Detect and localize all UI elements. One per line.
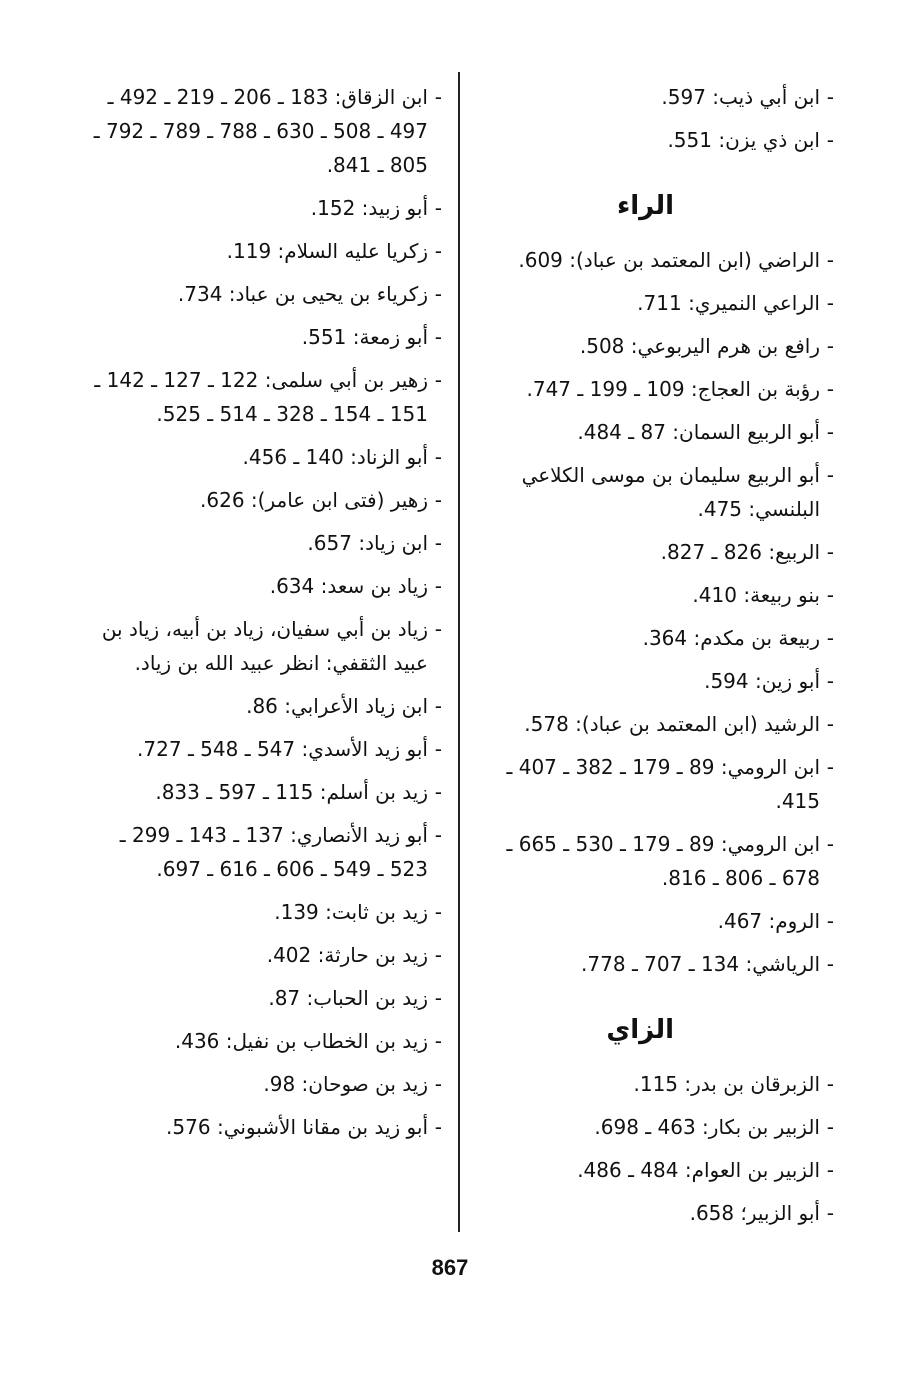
index-entry [478, 827, 834, 895]
index-entry [478, 458, 834, 526]
index-entry [80, 895, 442, 929]
entry-text: أبو زيد بن مقانا الأشبوني: 576. [166, 1115, 428, 1139]
index-entry [478, 1196, 834, 1230]
entry-text: زيد بن ثابت: 139. [274, 900, 428, 924]
index-entry [80, 277, 442, 311]
entry-text: زيد بن صوحان: 98. [263, 1072, 428, 1096]
ra-entries [478, 243, 834, 981]
entry-text: أبو زين: 594. [704, 669, 820, 693]
entry-dash: - [826, 909, 834, 933]
index-entry [478, 329, 834, 363]
index-entry [478, 286, 834, 320]
column-divider [458, 72, 460, 1232]
index-entry [478, 947, 834, 981]
entry-dash: - [434, 1072, 442, 1096]
index-entry [478, 243, 834, 277]
entry-dash: - [826, 85, 834, 109]
entry-text: ربيعة بن مكدم: 364. [642, 626, 820, 650]
entry-dash: - [434, 986, 442, 1010]
entry-dash: - [826, 463, 834, 487]
entry-dash: - [434, 617, 442, 641]
entry-dash: - [434, 694, 442, 718]
entry-dash: - [434, 780, 442, 804]
entry-text: الراضي (ابن المعتمد بن عباد): 609. [518, 248, 820, 272]
index-entry [80, 569, 442, 603]
entry-dash: - [434, 368, 442, 392]
entry-dash: - [434, 900, 442, 924]
entry-text: أبو الربيع سليمان بن موسى الكلاعي البلنسي: 475. [521, 463, 820, 521]
entry-text: ابن الرومي: 89 ـ 179 ـ 382 ـ 407 ـ 415. [506, 755, 820, 813]
entry-text: زيد بن الحباب: 87. [268, 986, 428, 1010]
entry-dash: - [826, 420, 834, 444]
index-entry [478, 750, 834, 818]
entry-text: زهير (فتى ابن عامر): 626. [200, 488, 428, 512]
entry-text: بنو ربيعة: 410. [692, 583, 820, 607]
index-entry [478, 415, 834, 449]
entry-dash: - [434, 488, 442, 512]
entry-dash: - [434, 196, 442, 220]
index-entry [80, 440, 442, 474]
index-entry [478, 1067, 834, 1101]
entry-dash: - [434, 574, 442, 598]
entry-text: أبو الربيع السمان: 87 ـ 484. [577, 420, 820, 444]
index-entry [80, 938, 442, 972]
entry-text: الروم: 467. [717, 909, 820, 933]
entry-text: زياد بن سعد: 634. [269, 574, 428, 598]
entry-dash: - [434, 445, 442, 469]
entry-dash: - [434, 531, 442, 555]
index-entry [80, 732, 442, 766]
entry-dash: - [826, 1115, 834, 1139]
entry-dash: - [826, 377, 834, 401]
section-heading-ra: الراء [616, 191, 674, 221]
index-entry [80, 363, 442, 431]
index-entry [478, 123, 834, 157]
entry-dash: - [826, 832, 834, 856]
entry-text: أبو زمعة: 551. [301, 325, 428, 349]
entry-dash: - [826, 1201, 834, 1225]
index-entry [80, 818, 442, 886]
entry-dash: - [826, 583, 834, 607]
entry-text: الزبير بن العوام: 484 ـ 486. [577, 1158, 820, 1182]
entry-dash: - [826, 712, 834, 736]
entry-dash: - [434, 737, 442, 761]
entry-text: الرشيد (ابن المعتمد بن عباد): 578. [524, 712, 820, 736]
entry-text: ابن زياد الأعرابي: 86. [246, 694, 428, 718]
entry-dash: - [434, 1029, 442, 1053]
section-heading-zay: الزاي [606, 1015, 674, 1045]
entry-dash: - [826, 128, 834, 152]
left-column [80, 80, 442, 1153]
entry-text: الزبير بن بكار: 463 ـ 698. [594, 1115, 820, 1139]
entry-dash: - [826, 952, 834, 976]
entry-text: أبو زيد الأسدي: 547 ـ 548 ـ 727. [137, 737, 428, 761]
entry-dash: - [434, 943, 442, 967]
entry-text: رؤبة بن العجاج: 109 ـ 199 ـ 747. [526, 377, 820, 401]
entry-text: أبو زبيد: 152. [310, 196, 428, 220]
index-entry [478, 664, 834, 698]
left-entries [80, 80, 442, 1144]
entry-text: زيد بن أسلم: 115 ـ 597 ـ 833. [155, 780, 428, 804]
entry-dash: - [826, 755, 834, 779]
right-column [478, 80, 834, 1239]
index-entry [80, 775, 442, 809]
entry-text: ابن ذي يزن: 551. [667, 128, 820, 152]
zay-entries [478, 1067, 834, 1230]
entry-text: الربيع: 826 ـ 827. [660, 540, 820, 564]
index-entry [478, 372, 834, 406]
index-entry [478, 904, 834, 938]
entry-dash: - [826, 540, 834, 564]
index-entry [478, 80, 834, 114]
index-entry [478, 1153, 834, 1187]
index-entry [478, 578, 834, 612]
entry-text: الرياشي: 134 ـ 707 ـ 778. [581, 952, 820, 976]
entry-text: أبو الزناد: 140 ـ 456. [242, 445, 428, 469]
entry-text: رافع بن هرم اليربوعي: 508. [579, 334, 820, 358]
entry-dash: - [826, 1072, 834, 1096]
entry-text: زياد بن أبي سفيان، زياد بن أبيه، زياد بن عبيد الثقفي: انظر عبيد الله بن زياد. [101, 617, 428, 675]
index-entry [478, 707, 834, 741]
index-entry [478, 621, 834, 655]
right-top-entries [478, 80, 834, 157]
index-entry [80, 1110, 442, 1144]
entry-dash: - [826, 334, 834, 358]
entry-dash: - [434, 325, 442, 349]
entry-dash: - [826, 248, 834, 272]
index-entry [478, 535, 834, 569]
entry-dash: - [434, 1115, 442, 1139]
index-entry [80, 689, 442, 723]
index-entry [80, 320, 442, 354]
index-entry [80, 981, 442, 1015]
entry-text: زكرياء بن يحيى بن عباد: 734. [177, 282, 428, 306]
entry-text: الراعي النميري: 711. [637, 291, 820, 315]
entry-dash: - [826, 1158, 834, 1182]
index-entry [80, 1067, 442, 1101]
entry-dash: - [434, 823, 442, 847]
entry-text: أبو الزبير؛ 658. [689, 1201, 820, 1225]
entry-text: ابن الرومي: 89 ـ 179 ـ 530 ـ 665 ـ 678 ـ 806 ـ 816. [506, 832, 820, 890]
index-entry [80, 80, 442, 182]
index-entry [80, 612, 442, 680]
entry-text: زيد بن الخطاب بن نفيل: 436. [174, 1029, 428, 1053]
entry-dash: - [434, 282, 442, 306]
entry-text: الزبرقان بن بدر: 115. [633, 1072, 820, 1096]
index-entry [80, 234, 442, 268]
index-entry [80, 191, 442, 225]
index-entry [80, 526, 442, 560]
entry-dash: - [434, 85, 442, 109]
entry-text: ابن أبي ذيب: 597. [661, 85, 820, 109]
index-entry [478, 1110, 834, 1144]
entry-text: ابن الزقاق: 183 ـ 206 ـ 219 ـ 492 ـ 497 ـ 508 ـ 630 ـ 788 ـ 789 ـ 792 ـ 805 ـ 841. [93, 85, 428, 177]
entry-dash: - [826, 669, 834, 693]
entry-text: أبو زيد الأنصاري: 137 ـ 143 ـ 299 ـ 523 ـ 549 ـ 606 ـ 616 ـ 697. [119, 823, 428, 881]
entry-text: ابن زياد: 657. [307, 531, 428, 555]
entry-text: زيد بن حارثة: 402. [266, 943, 428, 967]
entry-text: زهير بن أبي سلمى: 122 ـ 127 ـ 142 ـ 151 ـ 154 ـ 328 ـ 514 ـ 525. [94, 368, 428, 426]
entry-dash: - [826, 291, 834, 315]
entry-text: زكريا عليه السلام: 119. [226, 239, 428, 263]
entry-dash: - [434, 239, 442, 263]
index-entry [80, 1024, 442, 1058]
index-entry [80, 483, 442, 517]
entry-dash: - [826, 626, 834, 650]
page-number: 867 [431, 1255, 469, 1280]
